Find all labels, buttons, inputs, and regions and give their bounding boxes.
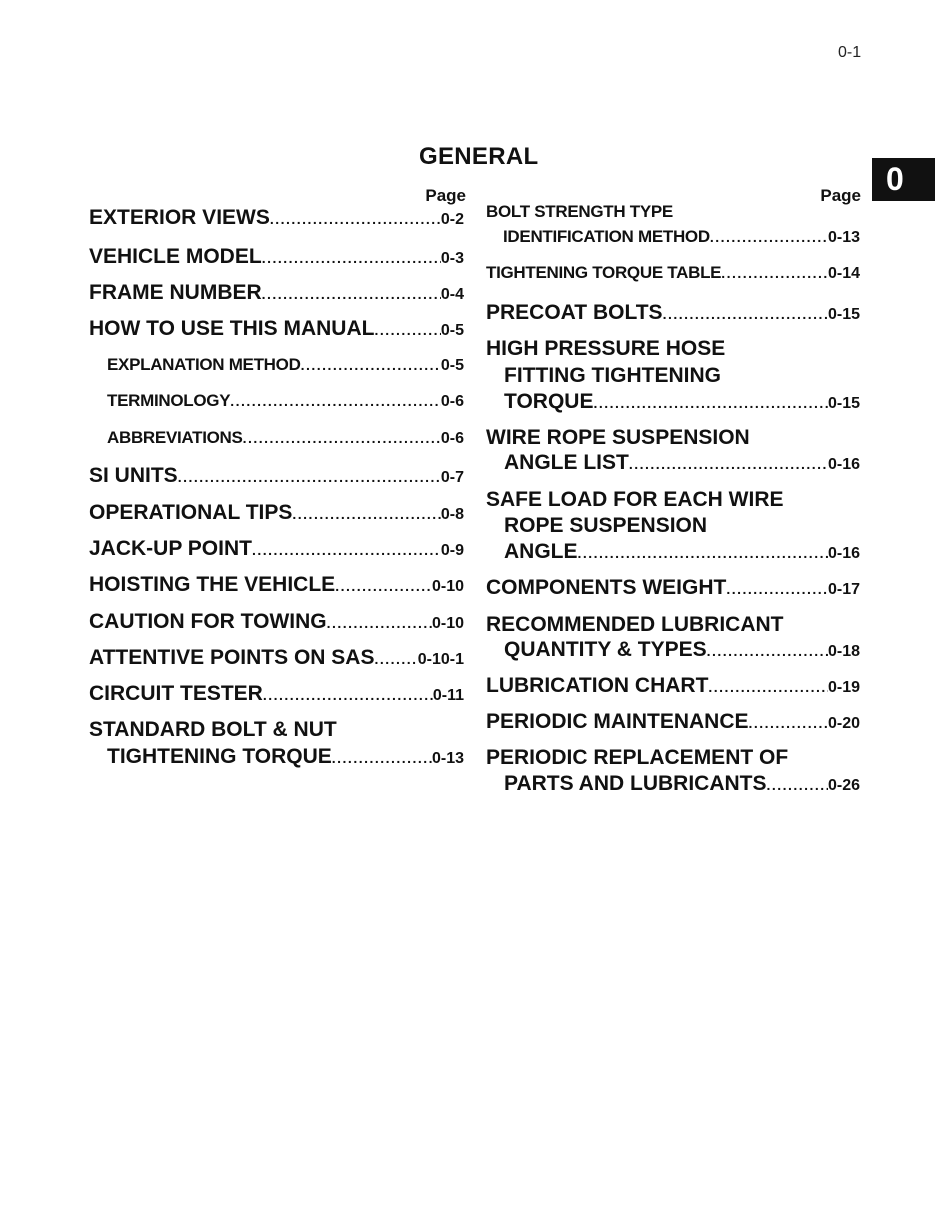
dot-leader [262, 250, 441, 266]
toc-entry[interactable] [89, 682, 464, 706]
toc-page-number: 0-11 [432, 687, 464, 704]
toc-entry[interactable] [89, 745, 464, 769]
toc-entry-title: HOISTING THE VEHICLE [89, 573, 336, 596]
toc-entry-title: HOW TO USE THIS MANUAL [89, 317, 375, 340]
toc-entry-title: TERMINOLOGY [107, 391, 231, 410]
toc-entry-title: PERIODIC MAINTENANCE [486, 710, 749, 733]
dot-leader [335, 578, 432, 594]
dot-leader [327, 615, 432, 631]
toc-entry[interactable] [486, 451, 860, 475]
toc-right-column [486, 186, 861, 795]
toc-entry-title: IDENTIFICATION METHOD [503, 227, 710, 246]
dot-leader [292, 506, 440, 522]
dot-leader [707, 643, 828, 659]
toc-page-number: 0-13 [827, 229, 860, 246]
toc-page-number: 0-2 [440, 211, 464, 228]
toc-page-number: 0-20 [827, 715, 860, 732]
toc-entry-title: SAFE LOAD FOR EACH WIRE [486, 488, 784, 511]
toc-entry[interactable] [89, 391, 464, 411]
toc-entry[interactable] [486, 227, 860, 247]
toc-entry-line[interactable] [89, 718, 464, 742]
toc-entry-title: ATTENTIVE POINTS ON SAS [89, 646, 375, 669]
toc-entry-line[interactable] [486, 426, 860, 450]
toc-entry-title: PARTS AND LUBRICANTS [504, 772, 767, 795]
toc-entry-title: ANGLE [504, 540, 578, 563]
toc-entry[interactable] [486, 638, 860, 662]
toc-entry[interactable] [486, 576, 860, 600]
dot-leader [374, 651, 417, 667]
toc-page-number: 0-10 [431, 578, 464, 595]
section-tab: 0 [872, 158, 935, 201]
dot-leader [230, 393, 441, 409]
toc-entry-title: FRAME NUMBER [89, 281, 262, 304]
page-column-label: Page [820, 186, 861, 205]
toc-entry-title: ANGLE LIST [504, 451, 629, 474]
toc-entry-title: TIGHTENING TORQUE TABLE [486, 263, 722, 282]
dot-leader [593, 395, 828, 411]
toc-entry[interactable] [89, 501, 464, 525]
toc-page-number: 0-14 [827, 265, 860, 282]
dot-leader [374, 322, 440, 338]
toc-entry-title: WIRE ROPE SUSPENSION [486, 426, 750, 449]
toc-page-number: 0-5 [440, 322, 464, 339]
dot-leader [721, 265, 828, 281]
toc-entry-title: TORQUE [504, 390, 594, 413]
toc-entry[interactable] [89, 428, 464, 448]
toc-entry-title: OPERATIONAL TIPS [89, 501, 293, 524]
dot-leader [708, 679, 828, 695]
toc-page-number: 0-10-1 [417, 651, 464, 668]
toc-entry[interactable] [486, 674, 860, 698]
toc-page-number: 0-5 [440, 357, 464, 374]
dot-leader [767, 777, 828, 793]
dot-leader [270, 211, 441, 227]
page-column-label: Page [425, 186, 466, 205]
dot-leader [726, 581, 828, 597]
toc-entry[interactable] [89, 281, 464, 305]
toc-entry-line[interactable] [486, 202, 860, 222]
toc-entry-line[interactable] [486, 337, 860, 361]
toc-entry[interactable] [89, 355, 464, 375]
toc-page-number: 0-4 [440, 286, 464, 303]
toc-entry-line[interactable] [486, 488, 860, 512]
toc-entry[interactable] [89, 537, 464, 561]
toc-entry-title: STANDARD BOLT & NUT [89, 718, 337, 741]
toc-page-number: 0-6 [440, 430, 464, 447]
toc-entry-line[interactable] [486, 514, 860, 538]
toc-page-number: 0-9 [440, 542, 464, 559]
page-number: 0-1 [838, 44, 862, 61]
toc-page-number: 0-18 [827, 643, 860, 660]
toc-entry-title: SI UNITS [89, 464, 178, 487]
toc-entry-title: FITTING TIGHTENING [504, 364, 721, 387]
toc-entry-line[interactable] [486, 364, 860, 388]
toc-page-number: 0-17 [827, 581, 860, 598]
toc-entry[interactable] [486, 710, 860, 734]
toc-entry-line[interactable] [486, 746, 860, 770]
toc-page-number: 0-10 [431, 615, 464, 632]
toc-entry-title: BOLT STRENGTH TYPE [486, 202, 673, 221]
toc-entry-title: LUBRICATION CHART [486, 674, 709, 697]
dot-leader [252, 542, 441, 558]
toc-page-number: 0-7 [440, 469, 464, 486]
toc-entry[interactable] [486, 263, 860, 283]
toc-entry-title: ABBREVIATIONS [107, 428, 243, 447]
toc-entry[interactable] [486, 540, 860, 564]
toc-entry[interactable] [89, 245, 464, 269]
dot-leader [263, 687, 433, 703]
dot-leader [578, 545, 828, 561]
dot-leader [301, 357, 441, 373]
toc-page-number: 0-6 [440, 393, 464, 410]
toc-entry-title: CIRCUIT TESTER [89, 682, 263, 705]
toc-entry-title: CAUTION FOR TOWING [89, 610, 327, 633]
toc-entry-title: JACK-UP POINT [89, 537, 252, 560]
toc-entry-title: VEHICLE MODEL [89, 245, 262, 268]
toc-entry[interactable] [89, 464, 464, 488]
toc-page-number: 0-19 [827, 679, 860, 696]
toc-entry[interactable] [486, 772, 860, 796]
dot-leader [663, 306, 828, 322]
dot-leader [332, 750, 432, 766]
toc-entry-title: QUANTITY & TYPES [504, 638, 707, 661]
toc-entry-title: EXPLANATION METHOD [107, 355, 301, 374]
toc-entry[interactable] [89, 206, 464, 230]
toc-entry[interactable] [486, 390, 860, 414]
toc-entry-title: COMPONENTS WEIGHT [486, 576, 727, 599]
toc-page-number: 0-16 [827, 545, 860, 562]
dot-leader [262, 286, 441, 302]
toc-entry-title: EXTERIOR VIEWS [89, 206, 270, 229]
toc-page-number: 0-8 [440, 506, 464, 523]
toc-entry-title: PRECOAT BOLTS [486, 301, 663, 324]
toc-entry-title: HIGH PRESSURE HOSE [486, 337, 726, 360]
toc-left-column [89, 186, 466, 768]
dot-leader [629, 456, 828, 472]
toc-entry[interactable] [89, 646, 464, 670]
toc-page-number: 0-16 [827, 456, 860, 473]
dot-leader [710, 229, 828, 245]
toc-entry-line[interactable] [486, 613, 860, 637]
toc-entry-title: ROPE SUSPENSION [504, 514, 708, 537]
page-title: GENERAL [419, 143, 539, 170]
toc-page-number: 0-3 [440, 250, 464, 267]
dot-leader [178, 469, 441, 485]
dot-leader [243, 430, 441, 446]
dot-leader [749, 715, 828, 731]
toc-page-number: 0-15 [827, 395, 860, 412]
toc-page-number: 0-15 [827, 306, 860, 323]
toc-entry[interactable] [89, 317, 464, 341]
toc-entry-title: TIGHTENING TORQUE [107, 745, 332, 768]
toc-entry[interactable] [89, 573, 464, 597]
toc-page-number: 0-13 [431, 750, 464, 767]
toc-entry-title: PERIODIC REPLACEMENT OF [486, 746, 789, 769]
toc-entry[interactable] [486, 301, 860, 325]
toc-entry-title: RECOMMENDED LUBRICANT [486, 613, 784, 636]
toc-entry[interactable] [89, 610, 464, 634]
toc-page-number: 0-26 [827, 777, 860, 794]
